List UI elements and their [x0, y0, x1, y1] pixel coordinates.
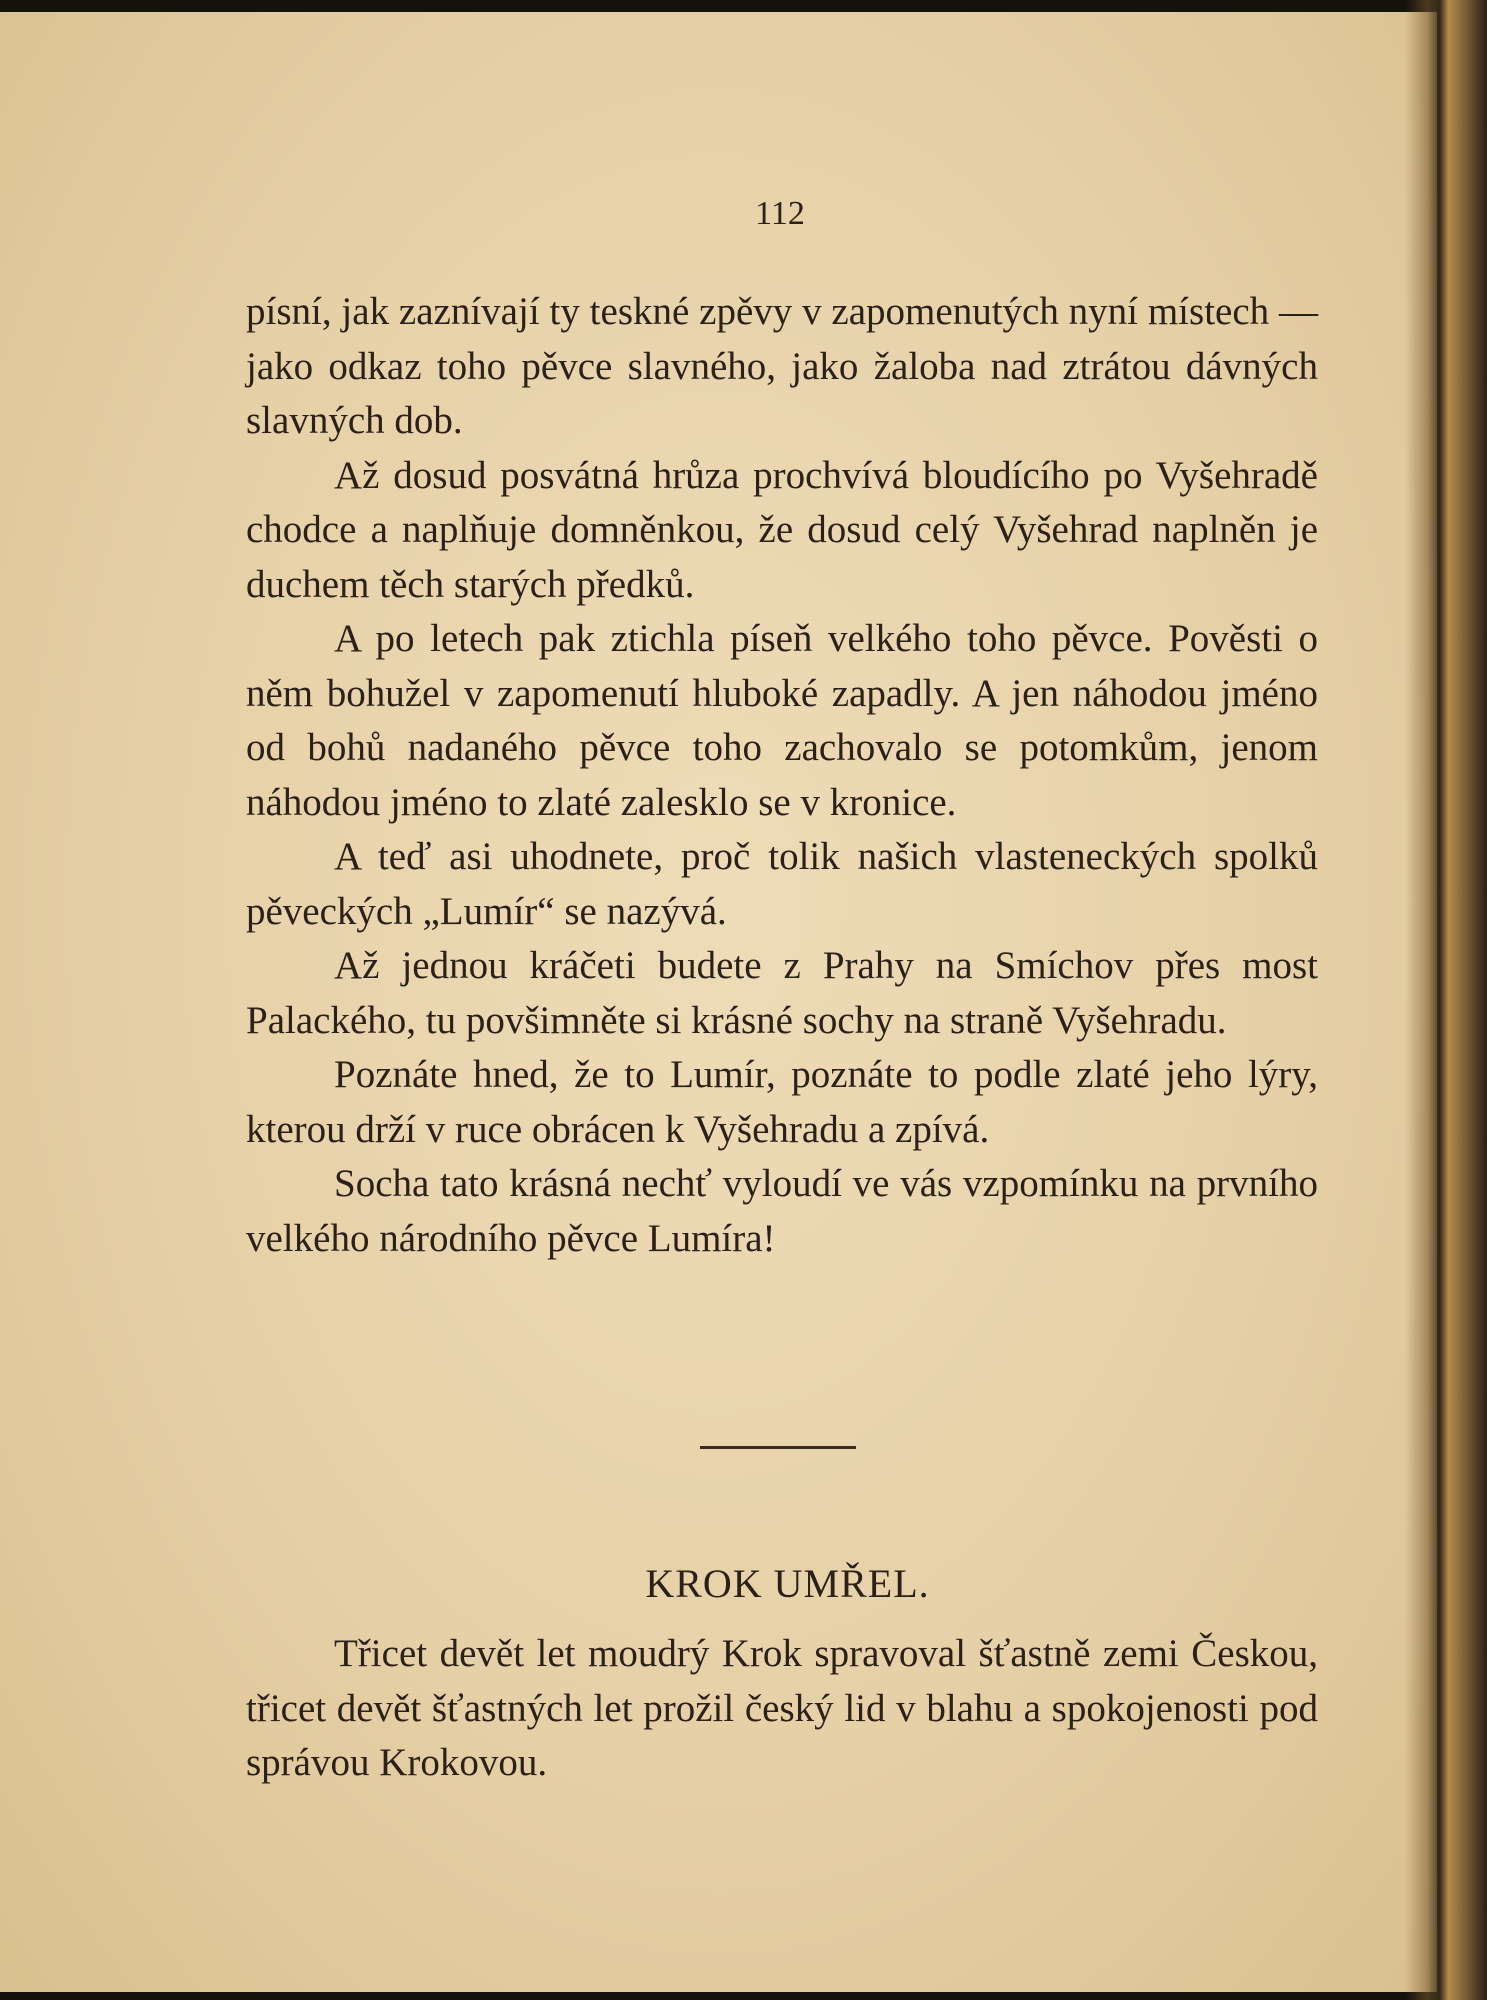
chapter-body-text — [246, 1627, 1318, 1791]
paragraph-7: Socha tato krásná nechť vyloudí ve vás vzpomínku na prvního velkého národního pěvce Lumíra! — [246, 1162, 1318, 1260]
paragraph-3: A po letech pak ztichla píseň velkého toho pěvce. Pověsti o něm bohužel v zapomenutí hluboké zapadly. A jen náhodou jméno od bohů nadaného pěvce toho zachovalo se potomkům, jenom náhodou jméno to zlaté zalesklo se v kronice. — [246, 617, 1318, 824]
book-gutter-shadow — [1405, 0, 1445, 2000]
paragraph-4: A teď asi uhodnete, proč tolik našich vlasteneckých spolků pěveckých „Lumír“ se nazývá. — [246, 835, 1318, 933]
paragraph-2: Až dosud posvátná hrůza prochvívá bloudícího po Vyšehradě chodce a naplňuje domněnkou, že dosud celý Vyšehrad naplněn je duchem těch starých předků. — [246, 453, 1318, 606]
body-text — [246, 285, 1318, 1266]
page-number: 112 — [755, 195, 805, 232]
chapter-title: KROK UMŘEL. — [645, 1561, 930, 1606]
section-separator-rule — [700, 1446, 856, 1449]
paragraph-1: písní, jak zaznívají ty teskné zpěvy v zapomenutých nyní místech — jako odkaz toho pěvce slavného, jako žaloba nad ztrátou dávných slavných dob. — [246, 290, 1318, 442]
paragraph-6: Poznáte hned, že to Lumír, poznáte to podle zlaté jeho lýry, kterou drží v ruce obrácen k Vyšehradu a zpívá. — [246, 1053, 1318, 1151]
chapter-paragraph-1: Třicet devět let moudrý Krok spravoval šťastně zemi Českou, třicet devět šťastných let prožil český lid v blahu a spokojenosti pod správou Krokovou. — [246, 1632, 1318, 1784]
scan-top-edge — [0, 0, 1487, 12]
book-right-edge — [1440, 0, 1487, 2000]
paragraph-5: Až jednou kráčeti budete z Prahy na Smíchov přes most Palackého, tu povšimněte si krásné sochy na straně Vyšehradu. — [246, 944, 1318, 1042]
